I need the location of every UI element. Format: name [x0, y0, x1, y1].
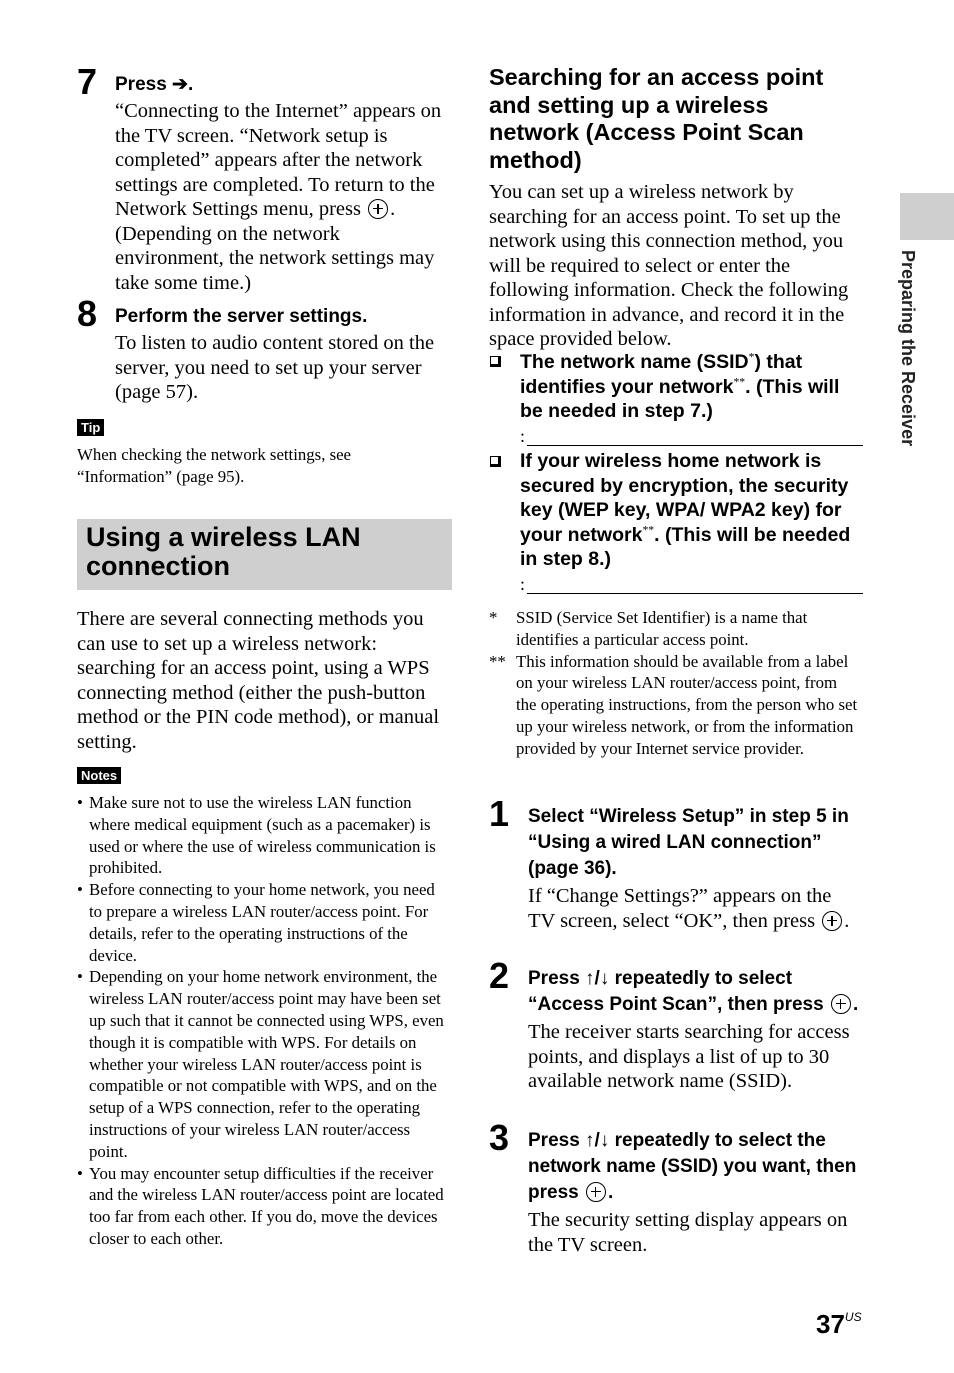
scan-step-2-body: The receiver starts searching for access points, and displays a list of up to 30 available network name (SSID). [528, 1021, 850, 1092]
scan-step-3-number: 3 [489, 1117, 510, 1158]
footnote-ref: * [748, 350, 755, 364]
scan-step-3-title-text: Press ↑/↓ repeatedly to select the network name (SSID) you want, then press [528, 1130, 857, 1203]
footnotes [489, 607, 861, 760]
scan-step-1-body-text: If “Change Settings?” appears on the TV screen, select “OK”, then press [528, 885, 832, 932]
step-7 [115, 72, 453, 295]
scan-step-2-number: 2 [489, 955, 510, 996]
scan-step-3-body: The security setting display appears on the TV screen. [528, 1209, 848, 1256]
checklist-text: . (This will be needed in step 7.) [520, 375, 840, 422]
scan-step-2-title [528, 966, 862, 1018]
step-7-title: Press ➔. [115, 74, 194, 95]
step-8-title: Perform the server settings. [115, 306, 368, 327]
footnote [489, 651, 861, 760]
tip-badge: Tip [77, 419, 104, 436]
checkbox-icon[interactable] [490, 356, 501, 367]
step-8-number: 8 [77, 293, 98, 334]
checklist-text: If your wireless home network is secured by encryption, the security key (WEP key, WPA/ WPA2 key) for your network [520, 450, 849, 546]
scan-step-3-title-end: . [607, 1182, 614, 1203]
checkbox-icon[interactable] [490, 456, 501, 467]
step-7-body [115, 99, 453, 295]
scan-step-2-title-end: . [852, 994, 859, 1015]
section-heading-box [77, 519, 452, 590]
side-tab-label: Preparing the Receiver [898, 250, 918, 447]
record-colon: : [520, 426, 526, 446]
section-title-scan: Searching for an access point and setting up a wireless network (Access Point Scan method) [489, 64, 824, 173]
scan-step-1-title: Select “Wireless Setup” in step 5 in “Using a wired LAN connection” (page 36). [528, 806, 849, 879]
enter-button-icon [368, 199, 388, 219]
step-7-body-text-2: . (Depending on the network environment, the network settings may take some time.) [115, 198, 435, 294]
enter-button-icon [831, 994, 851, 1014]
footnote [489, 607, 861, 651]
footnote-text: SSID (Service Set Identifier) is a name that identifies a particular access point. [516, 608, 808, 649]
tip-text: When checking the network settings, see “Information” (page 95). [77, 445, 352, 486]
page-number [816, 1309, 862, 1339]
side-tab-marker [900, 193, 954, 240]
checklist-text: The network name (SSID [520, 351, 749, 373]
scan-step-1 [528, 804, 862, 933]
footnote-mark: * [489, 608, 498, 627]
record-line-ssid[interactable] [527, 445, 863, 446]
checklist-item-ssid [520, 350, 860, 424]
footnote-text: This information should be available from a label on your wireless LAN router/access point, from the operating instructions, from the person who set up your wireless network, or from the information provided by your Internet service provider. [516, 651, 858, 758]
scan-step-2 [528, 966, 862, 1094]
footnote-mark: ** [489, 651, 506, 671]
step-8-body: To listen to audio content stored on the server, you need to set up your server (page 57). [115, 332, 435, 403]
note-item: • Make sure not to use the wireless LAN function where medical equipment (such as a pacemaker) is used or where the use of wireless communication is prohibited. [77, 792, 452, 879]
page-region-suffix: US [844, 1310, 862, 1324]
checklist-item-security-key [520, 449, 865, 572]
checklist-text: . (This will be needed in step 8.) [520, 523, 851, 570]
note-item: • Before connecting to your home network, you need to prepare a wireless LAN router/access point. For details, refer to the operating instructions of the device. [77, 879, 452, 966]
scan-step-3 [528, 1128, 862, 1257]
note-item: • You may encounter setup difficulties if the receiver and the wireless LAN router/access point are located too far from each other. If you do, move the devices closer to each other. [77, 1163, 452, 1250]
footnote-ref: ** [733, 375, 746, 388]
scan-step-2-title-text: Press ↑/↓ repeatedly to select “Access Point Scan”, then press [528, 968, 824, 1015]
notes-badge: Notes [77, 767, 121, 784]
record-line-key[interactable] [527, 593, 863, 594]
scan-intro: You can set up a wireless network by searching for an access point. To set up the network using this connection method, you will be required to select or enter the following information. Check the following information in advance, and record it in the space provided below. [489, 181, 849, 350]
note-item: • Depending on your home network environment, the wireless LAN router/access point may have been set up such that it cannot be connected using WPS, even though it is compatible with WPS. For details on whether your wireless LAN router/access point is compatible or not compatible with WPS, and on the setup of a WPS connection, refer to the operating instructions of your wireless LAN router/access point. [77, 966, 452, 1162]
page-number-value: 37 [816, 1309, 845, 1339]
scan-step-1-body-end: . [844, 909, 850, 932]
checklist-text: ) that identifies your network [520, 351, 803, 398]
scan-step-1-body [528, 884, 862, 933]
section-title-wireless: Using a wireless LAN connection [86, 522, 361, 581]
wireless-intro: There are several connecting methods you can use to set up a wireless network: searching for an access point, using a WPS connecting method (either the push-button method or the PIN code method), or manual setting. [77, 608, 440, 753]
scan-step-3-title [528, 1128, 862, 1206]
notes-list [77, 792, 452, 1250]
enter-button-icon [822, 911, 842, 931]
step-7-number: 7 [77, 61, 98, 102]
step-7-body-text: “Connecting to the Internet” appears on the TV screen. “Network setup is completed” appears after the network settings are completed. To return to the Network Settings menu, press [115, 100, 442, 220]
record-colon: : [520, 574, 526, 594]
enter-button-icon [586, 1182, 606, 1202]
step-8 [115, 304, 453, 405]
scan-step-1-number: 1 [489, 793, 510, 834]
footnote-ref: ** [642, 523, 655, 536]
